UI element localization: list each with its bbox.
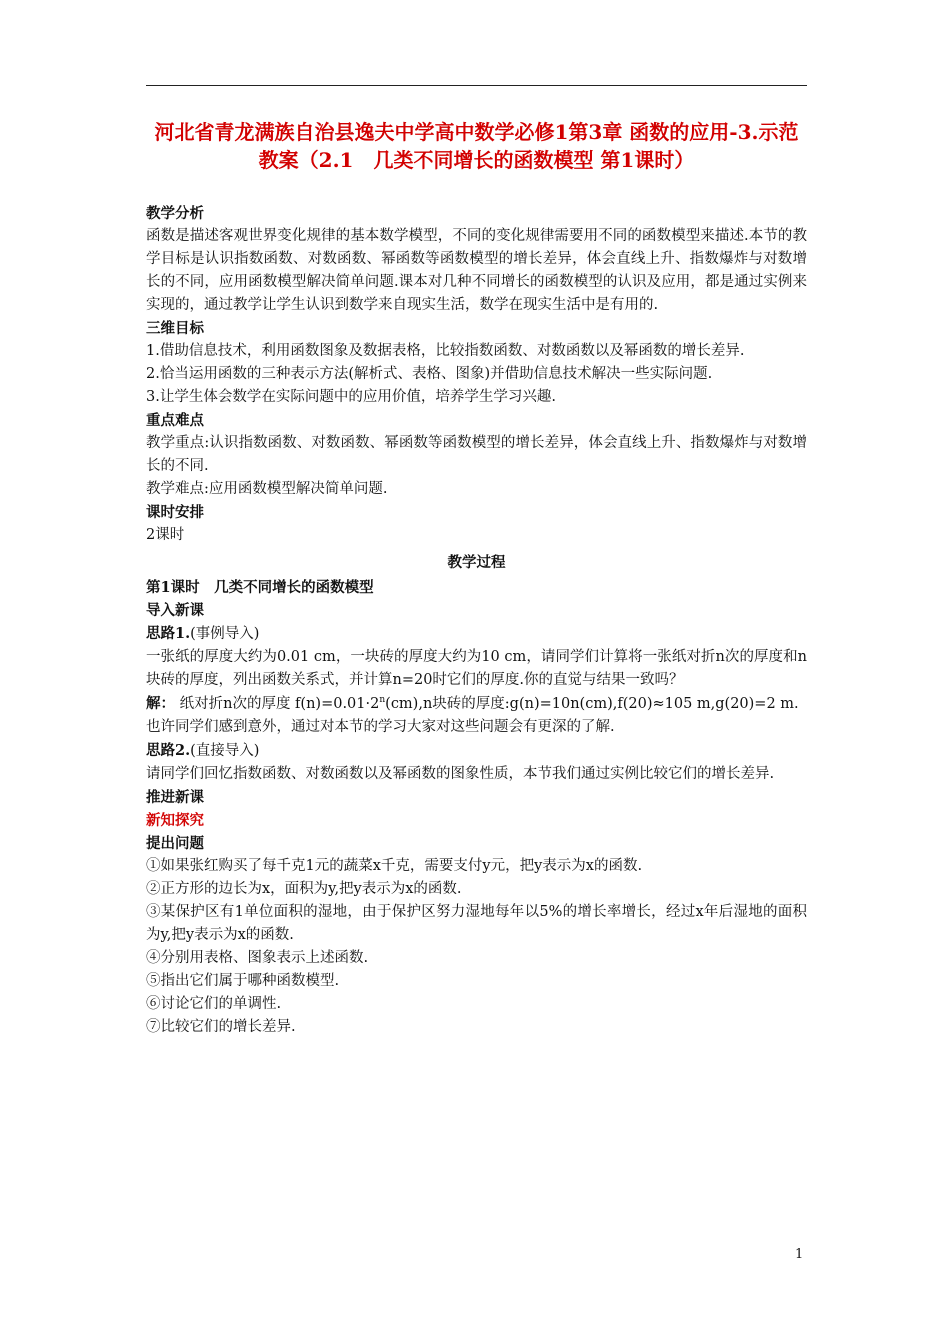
idea-2-label: 思路2. [146,742,191,759]
process-heading: 教学过程 [447,554,506,571]
solution-exponent: n [379,695,386,706]
goal-2: 2.恰当运用函数的三种表示方法(解析式、表格、图象)并借助信息技术解决一些实际问题. [146,366,713,382]
solution-part1: 纸对折n次的厚度 f(n)=0.01·2 [179,696,380,712]
difficulty: 教学难点:应用函数模型解决简单问题. [146,481,388,497]
question-item: ①如果张红购买了每千克1元的蔬菜x千克，需要支付y元，把y表示为x的函数. [146,858,643,874]
question-item: ③某保护区有1单位面积的湿地，由于保护区努力湿地每年以5%的增长率增长，经过x年后湿地的面积为y,把y表示为x的函数. [146,904,807,943]
question-item: ⑥讨论它们的单调性. [146,996,282,1012]
idea-1-label: 思路1. [146,625,191,642]
question-item: ②正方形的边长为x，面积为y,把y表示为x的函数. [146,881,462,897]
document-body [146,202,807,1039]
idea-2-line [146,739,807,763]
key-point: 教学重点:认识指数函数、对数函数、幂函数等函数模型的增长差异，体会直线上升、指数爆炸与对数增长的不同. [146,435,807,474]
idea-1-text: 一张纸的厚度大约为0.01 cm，一块砖的厚度大约为10 cm，请同学们计算将一张纸对折n次的厚度和n块砖的厚度，列出函数关系式，并计算n=20时它们的厚度.你的直觉与结果一致吗？ [146,649,807,688]
question-item: ⑤指出它们属于哪种函数模型. [146,973,340,989]
schedule-text: 2课时 [146,527,185,543]
idea-1-line [146,622,807,646]
solution-label: 解： [146,695,175,712]
solution-line [146,692,807,716]
schedule-heading: 课时安排 [146,504,204,521]
goal-1: 1.借助信息技术，利用函数图象及数据表格，比较指数函数、对数函数以及幂函数的增长差异. [146,343,745,359]
analysis-text: 函数是描述客观世界变化规律的基本数学模型，不同的变化规律需要用不同的函数模型来描述.本节的教学目标是认识指数函数、对数函数、幂函数等函数模型的增长差异，体会直线上升、指数爆炸与对数增长的不同，应用函数模型解决简单问题.课本对几种不同增长的函数模型的认识及应用，都是通过实例来实现的，通过教学让学生认识到数学来自现实生活，数学在现实生活中是有用的. [146,228,807,313]
explore-heading: 新知探究 [146,812,204,829]
page-number: 1 [795,1247,804,1262]
header-rule [146,85,807,86]
lesson-heading: 第1课时 几类不同增长的函数模型 [146,579,374,596]
idea-1-type: (事例导入) [190,626,260,642]
idea-2-type: (直接导入) [190,743,260,759]
surprise-text: 也许同学们感到意外，通过对本节的学习大家对这些问题会有更深的了解. [146,719,615,735]
intro-heading: 导入新课 [146,602,204,619]
question-item: ⑦比较它们的增长差异. [146,1019,296,1035]
document-title: 河北省青龙满族自治县逸夫中学高中数学必修1第3章 函数的应用-3.示范教案（2.1 几类不同增长的函数模型 第1课时） [154,120,799,172]
analysis-heading: 教学分析 [146,205,204,222]
goals-heading: 三维目标 [146,320,204,337]
key-heading: 重点难点 [146,412,204,429]
advance-heading: 推进新课 [146,789,204,806]
idea-2-text: 请同学们回忆指数函数、对数函数以及幂函数的图象性质，本节我们通过实例比较它们的增长差异. [146,766,775,782]
question-item: ④分别用表格、图象表示上述函数. [146,950,369,966]
solution-part2: (cm),n块砖的厚度:g(n)=10n(cm),f(20)≈105 m,g(20)=2 m. [385,696,799,712]
questions-heading: 提出问题 [146,835,204,852]
goal-3: 3.让学生体会数学在实际问题中的应用价值，培养学生学习兴趣. [146,389,556,405]
